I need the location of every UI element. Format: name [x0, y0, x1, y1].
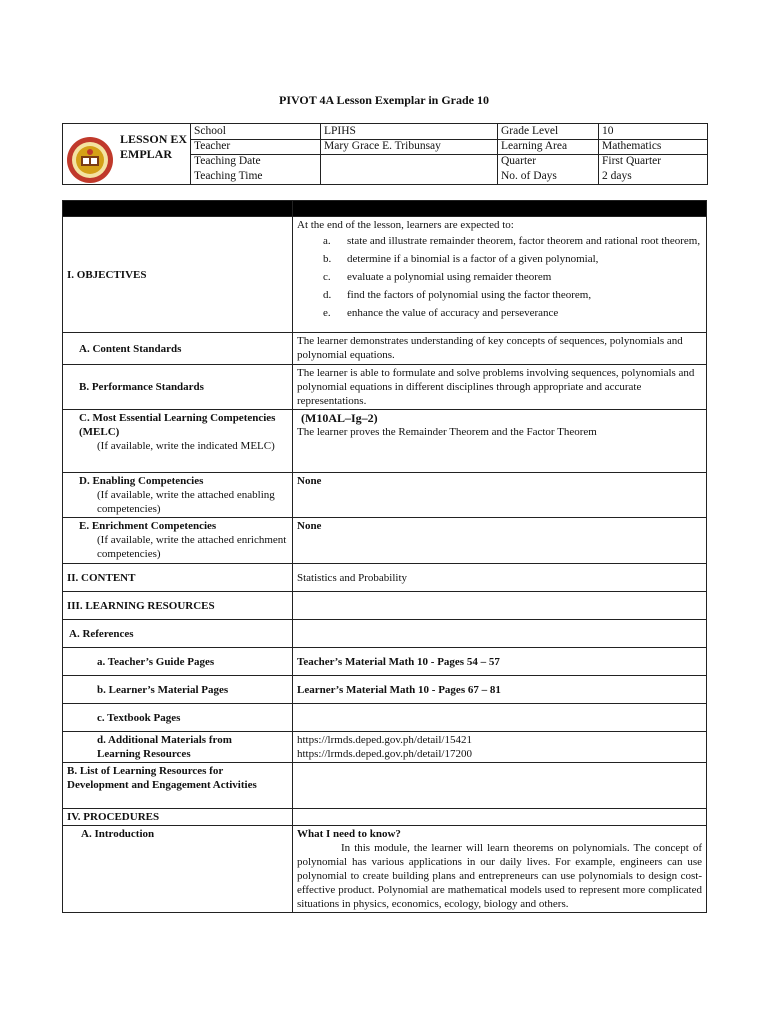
- document-title: PIVOT 4A Lesson Exemplar in Grade 10: [278, 93, 489, 107]
- teachers-guide-value: Teacher’s Material Math 10 - Pages 54 – 57: [293, 648, 707, 676]
- enabling-row: [63, 473, 707, 518]
- grade-level-value: 10: [602, 125, 614, 137]
- table-header-bar: [63, 201, 707, 217]
- content-row: [63, 564, 707, 592]
- introduction-label: A. Introduction: [63, 826, 293, 913]
- teaching-date-label: Teaching Date: [194, 155, 261, 167]
- list-item: e. enhance the value of accuracy and perseverance: [323, 307, 559, 319]
- learning-area-value: Mathematics: [602, 140, 662, 152]
- list-resources-label: B. List of Learning Resources for Development and Engagement Activities: [63, 763, 293, 809]
- content-standards-value: The learner demonstrates understanding of key concepts of sequences, polynomials and polynomial equations.: [293, 333, 707, 365]
- learners-material-label: b. Learner’s Material Pages: [63, 676, 293, 704]
- enabling-label: D. Enabling Competencies: [79, 475, 204, 487]
- list-item: a. state and illustrate remainder theorem, factor theorem and rational root theorem,: [323, 235, 701, 247]
- teacher-value: Mary Grace E. Tribunsay: [324, 140, 441, 152]
- introduction-cell: [293, 826, 707, 913]
- additional-materials-cell: [293, 732, 707, 763]
- objectives-row: [63, 217, 707, 333]
- performance-standards-row: [63, 365, 707, 410]
- references-label: A. References: [63, 620, 293, 648]
- list-resources-row: [63, 763, 707, 809]
- melc-label: C. Most Essential Learning Competencies (MELC): [79, 412, 276, 438]
- additional-materials-label: d. Additional Materials from Learning Resources: [63, 732, 293, 763]
- introduction-row: [63, 826, 707, 913]
- objectives-intro: At the end of the lesson, learners are expected to:: [297, 219, 514, 231]
- melc-cell: [63, 410, 293, 473]
- teaching-time-label: Teaching Time: [194, 170, 263, 182]
- additional-materials-row: [63, 732, 707, 763]
- lesson-plan-table: [62, 200, 707, 913]
- grade-level-label: Grade Level: [501, 125, 559, 137]
- melc-note: (If available, write the indicated MELC): [97, 440, 275, 452]
- melc-code: (M10AL–Ig–2): [301, 411, 378, 425]
- lesson-header-box: [62, 123, 708, 185]
- school-label: School: [194, 125, 226, 137]
- enrichment-note: (If available, write the attached enrichment competencies): [97, 534, 287, 560]
- melc-value-cell: [293, 410, 707, 473]
- performance-standards-label: B. Performance Standards: [63, 365, 293, 410]
- learning-resources-row: [63, 592, 707, 620]
- learners-material-row: [63, 676, 707, 704]
- list-item: b. determine if a binomial is a factor of a given polynomial,: [323, 253, 599, 265]
- enrichment-label: E. Enrichment Competencies: [79, 520, 217, 532]
- learning-resources-label: III. LEARNING RESOURCES: [63, 592, 293, 620]
- content-label: II. CONTENT: [63, 564, 293, 592]
- objectives-list: [297, 234, 702, 321]
- melc-row: [63, 410, 707, 473]
- quarter-value: First Quarter: [602, 155, 662, 167]
- deped-seal-icon: [66, 136, 114, 184]
- introduction-text: In this module, the learner will learn theorems on polynomials. The concept of polynomial has various applications in our daily lives. For example, engineers can use polynomial to create building plans and entrepreneurs can use polynomials to design cost-effective product. Polynomial are mathematical models used to represent more complicated situations in physics, economics, ecology, biology and others.: [297, 842, 702, 910]
- objectives-label: I. OBJECTIVES: [63, 217, 293, 333]
- textbook-row: [63, 704, 707, 732]
- teachers-guide-label: a. Teacher’s Guide Pages: [63, 648, 293, 676]
- enabling-cell: [63, 473, 293, 518]
- resource-link-2[interactable]: https://lrmds.deped.gov.ph/detail/17200: [297, 748, 472, 760]
- resource-link-1[interactable]: https://lrmds.deped.gov.ph/detail/15421: [297, 734, 472, 746]
- school-value: LPIHS: [324, 125, 356, 137]
- references-row: [63, 620, 707, 648]
- melc-value: The learner proves the Remainder Theorem and the Factor Theorem: [297, 426, 597, 438]
- content-standards-row: [63, 333, 707, 365]
- list-item: c. evaluate a polynomial using remaider theorem: [323, 271, 552, 283]
- performance-standards-value: The learner is able to formulate and solve problems involving sequences, polynomials and polynomial equations in different disciplines through appropriate and accurate representations.: [293, 365, 707, 410]
- content-value: Statistics and Probability: [293, 564, 707, 592]
- list-item: d. find the factors of polynomial using the factor theorem,: [323, 289, 592, 301]
- textbook-label: c. Textbook Pages: [63, 704, 293, 732]
- learning-area-label: Learning Area: [501, 140, 568, 152]
- enabling-value: None: [293, 473, 707, 518]
- learners-material-value: Learner’s Material Math 10 - Pages 67 – 81: [293, 676, 707, 704]
- enrichment-value: None: [293, 518, 707, 564]
- teachers-guide-row: [63, 648, 707, 676]
- teacher-label: Teacher: [194, 140, 231, 152]
- quarter-label: Quarter: [501, 155, 537, 167]
- enabling-note: (If available, write the attached enabling competencies): [97, 489, 275, 515]
- enrichment-row: [63, 518, 707, 564]
- content-standards-label: A. Content Standards: [63, 333, 293, 365]
- introduction-heading: What I need to know?: [297, 828, 401, 840]
- objectives-cell: [293, 217, 707, 333]
- procedures-row: [63, 809, 707, 826]
- no-of-days-value: 2 days: [602, 170, 632, 182]
- lesson-exemplar-label: LESSON EXEMPLAR: [120, 132, 188, 161]
- no-of-days-label: No. of Days: [501, 170, 557, 182]
- enrichment-cell: [63, 518, 293, 564]
- procedures-label: IV. PROCEDURES: [63, 809, 293, 826]
